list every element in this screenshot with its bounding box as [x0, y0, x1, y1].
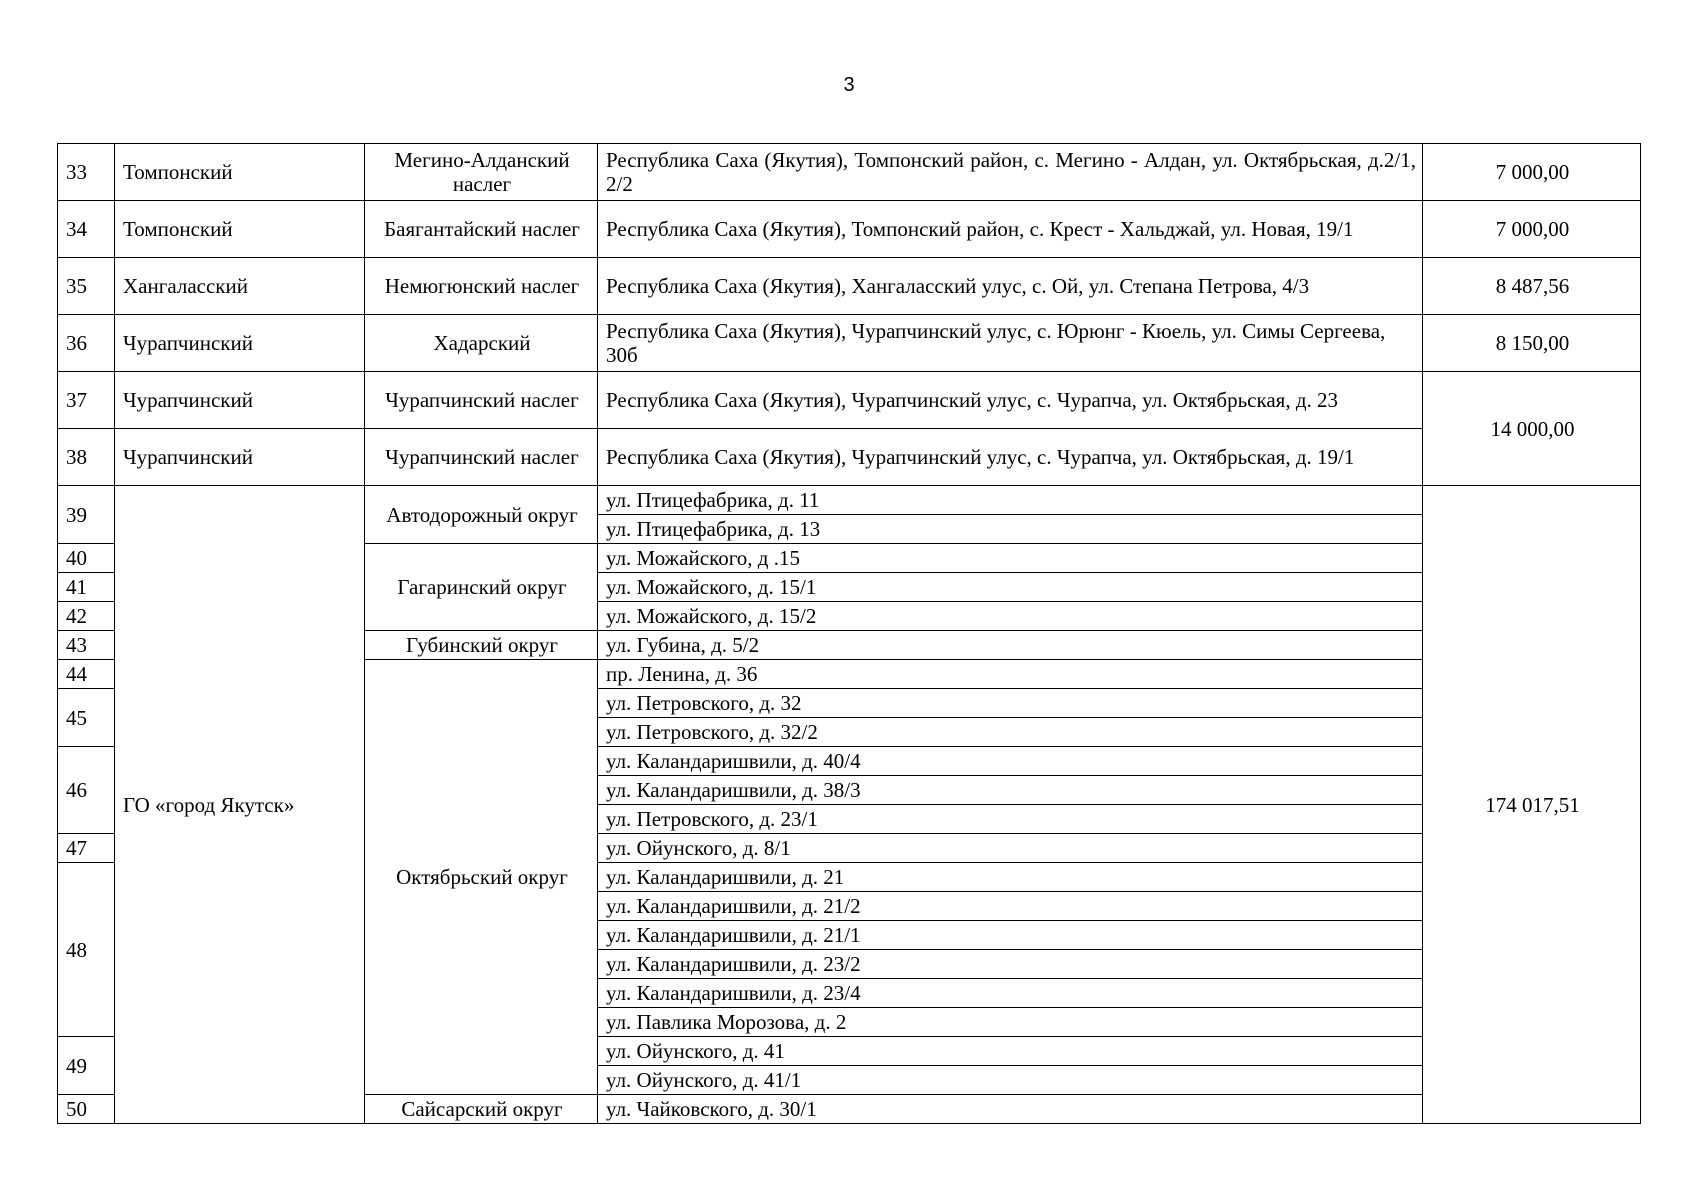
settlement-cell: Хадарский [365, 315, 598, 372]
district-cell: Томпонский [115, 144, 365, 201]
row-number: 48 [58, 863, 115, 1037]
table-row [58, 486, 1641, 515]
address-cell: пр. Ленина, д. 36 [598, 660, 1423, 689]
row-number: 37 [58, 372, 115, 429]
okrug-cell: Губинский округ [365, 631, 598, 660]
address-cell: ул. Каландаришвили, д. 38/3 [598, 776, 1423, 805]
address-cell: ул. Птицефабрика, д. 13 [598, 515, 1423, 544]
settlement-cell: Мегино-Алданский наслег [365, 144, 598, 201]
address-cell: ул. Каландаришвили, д. 23/4 [598, 979, 1423, 1008]
amount-cell: 174 017,51 [1423, 486, 1641, 1124]
row-number: 36 [58, 315, 115, 372]
district-cell: Чурапчинский [115, 429, 365, 486]
settlement-cell: Чурапчинский наслег [365, 429, 598, 486]
address-cell: ул. Губина, д. 5/2 [598, 631, 1423, 660]
table-row [58, 315, 1641, 372]
register-table [57, 143, 1641, 1124]
address-cell: Республика Саха (Якутия), Чурапчинский улус, с. Юрюнг - Кюель, ул. Симы Сергеева, 30б [598, 315, 1423, 372]
row-number: 47 [58, 834, 115, 863]
district-cell: ГО «город Якутск» [115, 486, 365, 1124]
address-cell: ул. Можайского, д .15 [598, 544, 1423, 573]
address-cell: Республика Саха (Якутия), Томпонский район, с. Крест - Хальджай, ул. Новая, 19/1 [598, 201, 1423, 258]
row-number: 40 [58, 544, 115, 573]
address-cell: ул. Чайковского, д. 30/1 [598, 1095, 1423, 1124]
address-cell: ул. Петровского, д. 32 [598, 689, 1423, 718]
address-cell: ул. Петровского, д. 23/1 [598, 805, 1423, 834]
row-number: 45 [58, 689, 115, 747]
row-number: 42 [58, 602, 115, 631]
address-cell: ул. Павлика Морозова, д. 2 [598, 1008, 1423, 1037]
settlement-cell: Чурапчинский наслег [365, 372, 598, 429]
district-cell: Хангаласский [115, 258, 365, 315]
address-cell: ул. Ойунского, д. 41 [598, 1037, 1423, 1066]
row-number: 34 [58, 201, 115, 258]
address-cell: ул. Каландаришвили, д. 23/2 [598, 950, 1423, 979]
address-cell: Республика Саха (Якутия), Чурапчинский улус, с. Чурапча, ул. Октябрьская, д. 23 [598, 372, 1423, 429]
address-cell: ул. Петровского, д. 32/2 [598, 718, 1423, 747]
row-number: 41 [58, 573, 115, 602]
amount-cell: 8 150,00 [1423, 315, 1641, 372]
amount-cell: 7 000,00 [1423, 144, 1641, 201]
address-cell: ул. Ойунского, д. 8/1 [598, 834, 1423, 863]
amount-cell: 8 487,56 [1423, 258, 1641, 315]
amount-cell: 14 000,00 [1423, 372, 1641, 486]
okrug-cell: Автодорожный округ [365, 486, 598, 544]
address-cell: ул. Можайского, д. 15/2 [598, 602, 1423, 631]
address-cell: ул. Каландаришвили, д. 21/1 [598, 921, 1423, 950]
table-row [58, 372, 1641, 429]
table-row [58, 144, 1641, 201]
row-number: 35 [58, 258, 115, 315]
district-cell: Чурапчинский [115, 372, 365, 429]
row-number: 44 [58, 660, 115, 689]
address-cell: Республика Саха (Якутия), Томпонский район, с. Мегино - Алдан, ул. Октябрьская, д.2/1, 2/2 [598, 144, 1423, 201]
address-cell: ул. Ойунского, д. 41/1 [598, 1066, 1423, 1095]
row-number: 50 [58, 1095, 115, 1124]
address-cell: ул. Каландаришвили, д. 21/2 [598, 892, 1423, 921]
address-cell: ул. Каландаришвили, д. 21 [598, 863, 1423, 892]
row-number: 38 [58, 429, 115, 486]
district-cell: Томпонский [115, 201, 365, 258]
settlement-cell: Немюгюнский наслег [365, 258, 598, 315]
address-cell: Республика Саха (Якутия), Чурапчинский улус, с. Чурапча, ул. Октябрьская, д. 19/1 [598, 429, 1423, 486]
table-row [58, 429, 1641, 486]
okrug-cell: Сайсарский округ [365, 1095, 598, 1124]
address-cell: ул. Каландаришвили, д. 40/4 [598, 747, 1423, 776]
district-cell: Чурапчинский [115, 315, 365, 372]
address-cell: Республика Саха (Якутия), Хангаласский улус, с. Ой, ул. Степана Петрова, 4/3 [598, 258, 1423, 315]
row-number: 46 [58, 747, 115, 834]
address-cell: ул. Птицефабрика, д. 11 [598, 486, 1423, 515]
table-row [58, 258, 1641, 315]
address-cell: ул. Можайского, д. 15/1 [598, 573, 1423, 602]
okrug-cell: Гагаринский округ [365, 544, 598, 631]
page-number: 3 [843, 74, 855, 96]
amount-cell: 7 000,00 [1423, 201, 1641, 258]
settlement-cell: Баягантайский наслег [365, 201, 598, 258]
row-number: 33 [58, 144, 115, 201]
row-number: 39 [58, 486, 115, 544]
row-number: 49 [58, 1037, 115, 1095]
okrug-cell: Октябрьский округ [365, 660, 598, 1095]
row-number: 43 [58, 631, 115, 660]
table-row [58, 201, 1641, 258]
